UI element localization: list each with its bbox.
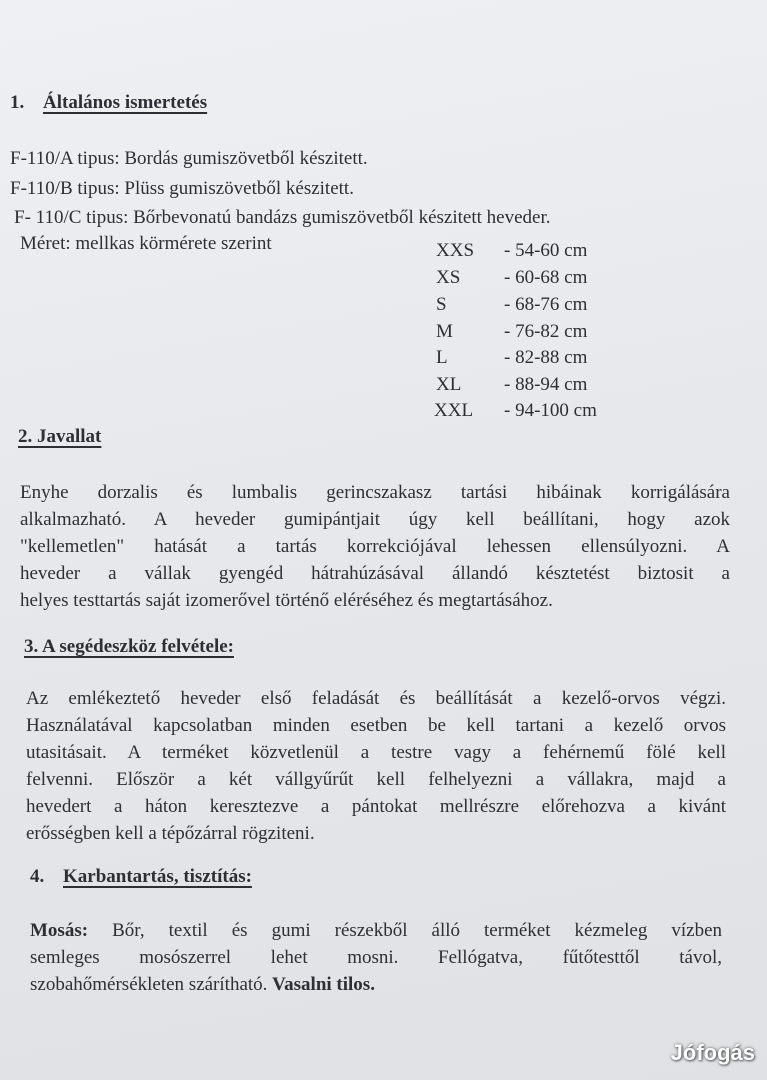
- paragraph-line: "kellemetlen" hatását a tartás korrekciójával lehessen ellensúlyozni. A: [20, 536, 730, 557]
- size-label: Méret: mellkas körmérete szerint: [20, 233, 272, 254]
- size-name: XXS: [436, 240, 475, 261]
- section-4-title: Karbantartás, tisztítás:: [63, 866, 252, 887]
- size-name: M: [436, 321, 453, 342]
- paragraph-line: erősségben kell a tépőzárral rögziteni.: [26, 823, 315, 844]
- section-2-heading: 2. Javallat: [18, 426, 102, 447]
- jofogas-watermark-logo: Jófogás: [670, 1040, 755, 1065]
- size-range: - 68-76 cm: [504, 294, 588, 315]
- wash-text-3: szobahőmérsékleten szárítható.: [30, 974, 268, 995]
- size-range: - 88-94 cm: [504, 374, 588, 395]
- paragraph-line: Enyhe dorzalis és lumbalis gerincszakasz tartási hibáinak korrigálására: [20, 482, 730, 503]
- size-range: - 76-82 cm: [504, 321, 588, 342]
- paragraph-line: Használatával kapcsolatban minden esetben be kell tartani a kezelő orvos: [26, 715, 726, 736]
- wash-label: Mosás:: [30, 920, 89, 941]
- paragraph-line: helyes testtartás saját izomerővel történő eléréséhez és megtartásához.: [20, 590, 553, 611]
- paragraph-line: alkalmazható. A heveder gumipántjait úgy kell beállítani, hogy azok: [20, 509, 730, 530]
- paragraph-line: [30, 971, 722, 998]
- type-b-line: F-110/B tipus: Plüss gumiszövetből készitett.: [10, 178, 354, 199]
- paragraph-line: Az emlékeztető heveder első feladását és beállítását a kezelő-orvos végzi.: [26, 688, 726, 709]
- paragraph-line: [30, 917, 722, 944]
- size-name: XL: [436, 374, 462, 395]
- ironing-warning: Vasalni tilos.: [272, 974, 375, 995]
- type-a-line: F-110/A tipus: Bordás gumiszövetből készitett.: [10, 148, 368, 169]
- section-3-body: [26, 685, 726, 847]
- type-c-line: F- 110/C tipus: Bőrbevonatú bandázs gumiszövetből készitett heveder.: [14, 207, 551, 228]
- section-1-heading: [10, 92, 207, 114]
- section-1-title: Általános ismertetés: [43, 92, 208, 113]
- size-name: XXL: [434, 400, 474, 421]
- size-range: - 60-68 cm: [504, 267, 588, 288]
- section-4-number: 4.: [30, 866, 45, 887]
- paragraph-line: utasitásait. A terméket közvetlenül a testre vagy a fehérnemű fölé kell: [26, 742, 726, 763]
- section-2-body: [20, 479, 730, 614]
- size-range: - 82-88 cm: [504, 347, 588, 368]
- paragraph-line: heveder a vállak gyengéd hátrahúzásával állandó késztetést biztosit a: [20, 563, 730, 584]
- size-name: L: [436, 347, 448, 368]
- paragraph-line: felvenni. Először a két vállgyűrűt kell felhelyezni a vállakra, majd a: [26, 769, 726, 790]
- size-name: S: [436, 294, 447, 315]
- wash-text-1: Bőr, textil és gumi részekből álló terméket kézmeleg vízben: [112, 920, 722, 941]
- section-4-heading: [30, 866, 252, 888]
- section-3-heading: 3. A segédeszköz felvétele:: [24, 636, 234, 657]
- paragraph-line: semleges mosószerrel lehet mosni. Fellógatva, fűtőtesttől távol,: [30, 947, 722, 968]
- size-range: - 54-60 cm: [504, 240, 588, 261]
- size-name: XS: [436, 267, 461, 288]
- paragraph-line: hevedert a háton keresztezve a pántokat mellrészre előrehozva a kivánt: [26, 796, 726, 817]
- size-range: - 94-100 cm: [504, 400, 597, 421]
- section-4-body: [30, 917, 722, 998]
- section-1-number: 1.: [10, 92, 25, 113]
